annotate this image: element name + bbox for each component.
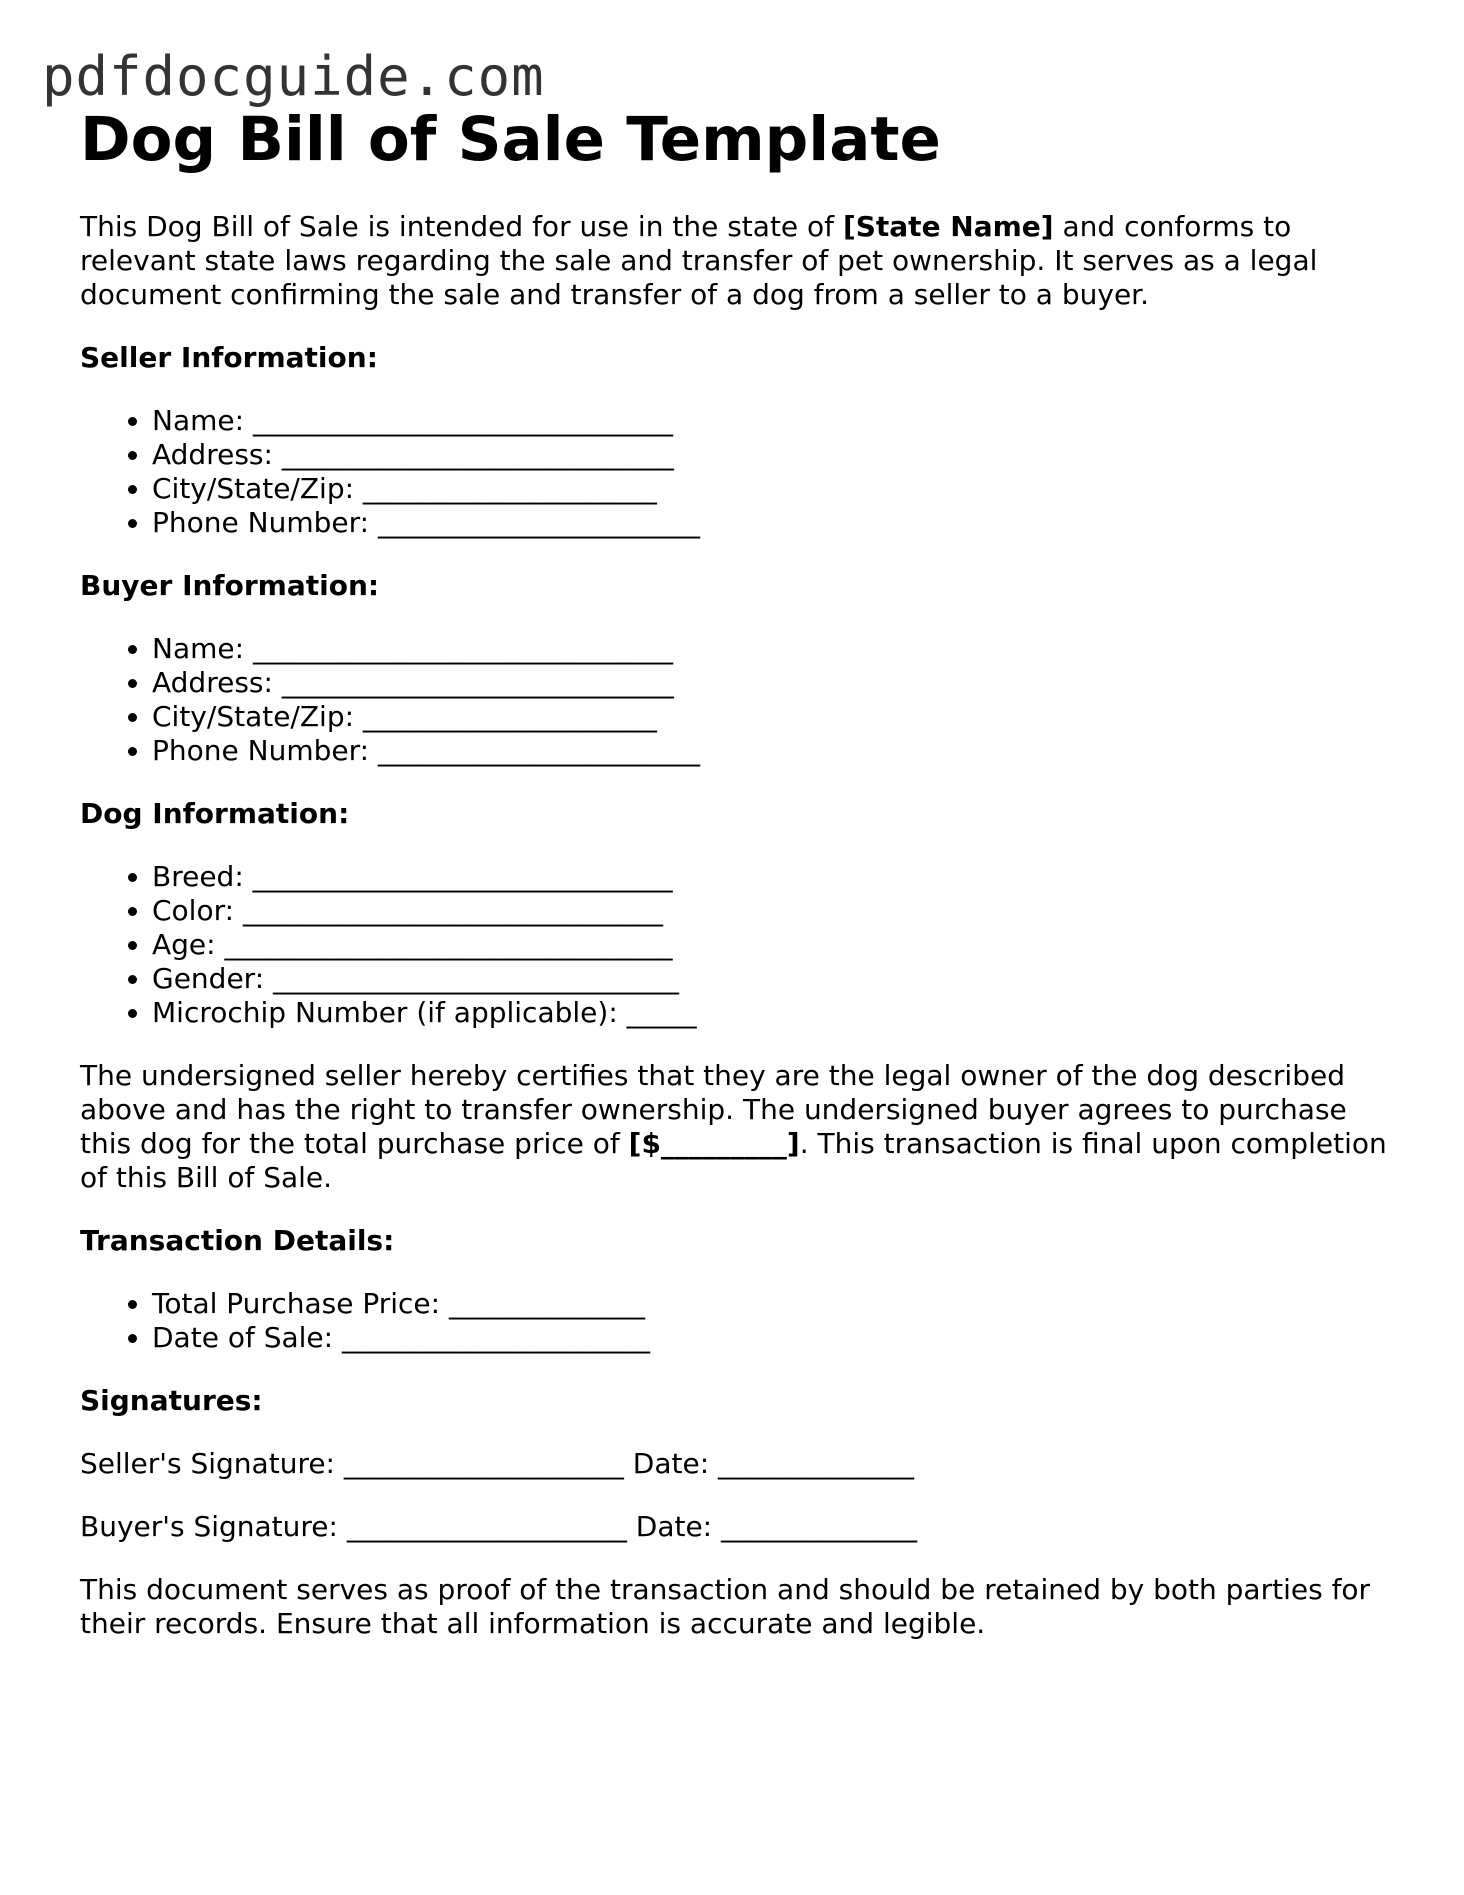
seller-city-state-zip-field: • City/State/Zip: _____________________ — [152, 472, 1400, 506]
dog-gender-field: • Gender: _____________________________ — [152, 962, 1400, 996]
buyer-signature-line: Buyer's Signature: ____________________ Date: ______________ — [80, 1510, 918, 1543]
seller-phone-field: • Phone Number: _______________________ — [152, 506, 1400, 540]
buyer-address-field: • Address: ____________________________ — [152, 666, 1400, 700]
certification-text-end: . This transaction is final upon completion of this Bill of Sale. — [80, 1127, 1387, 1194]
price-placeholder: [$_________] — [628, 1127, 800, 1160]
state-name-placeholder: [State Name] — [842, 210, 1054, 243]
buyer-city-state-zip-field: • City/State/Zip: _____________________ — [152, 700, 1400, 734]
seller-heading: Seller Information: — [80, 341, 378, 374]
transaction-fields — [80, 1287, 1400, 1355]
page-title: Dog Bill of Sale Template — [80, 104, 941, 175]
total-purchase-price-field: • Total Purchase Price: ______________ — [152, 1287, 1400, 1321]
intro-paragraph — [80, 210, 1400, 312]
buyer-name-field: • Name: ______________________________ — [152, 632, 1400, 666]
dog-breed-field: • Breed: ______________________________ — [152, 860, 1400, 894]
buyer-phone-field: • Phone Number: _______________________ — [152, 734, 1400, 768]
transaction-heading: Transaction Details: — [80, 1224, 395, 1257]
seller-address-field: • Address: ____________________________ — [152, 438, 1400, 472]
buyer-heading: Buyer Information: — [80, 569, 380, 602]
site-watermark: pdfdocguide.com — [42, 45, 545, 108]
closing-paragraph: This document serves as proof of the transaction and should be retained by both parties for their records. Ensure that all information is accurate and legible. — [80, 1573, 1371, 1640]
dog-fields — [80, 860, 1400, 1030]
document-page — [80, 100, 1400, 1641]
certification-text-start: The undersigned seller hereby certifies that they are the legal owner of the dog described above and has the right to transfer ownership. The undersigned buyer agrees to purchase this dog for the total purchase price of — [80, 1059, 1347, 1160]
dog-age-field: • Age: ________________________________ — [152, 928, 1400, 962]
seller-signature-line: Seller's Signature: ____________________ Date: ______________ — [80, 1447, 915, 1480]
seller-name-field: • Name: ______________________________ — [152, 404, 1400, 438]
certification-paragraph — [80, 1059, 1400, 1195]
intro-text-start: This Dog Bill of Sale is intended for use in the state of — [80, 210, 843, 243]
buyer-fields — [80, 632, 1400, 768]
date-of-sale-field: • Date of Sale: ______________________ — [152, 1321, 1400, 1355]
dog-color-field: • Color: ______________________________ — [152, 894, 1400, 928]
intro-text-end: and conforms to relevant state laws regarding the sale and transfer of pet ownership. It serves as a legal document confirming the sale and transfer of a dog from a seller to a buyer. — [80, 210, 1318, 311]
signatures-heading: Signatures: — [80, 1384, 263, 1417]
dog-heading: Dog Information: — [80, 797, 350, 830]
dog-microchip-field: • Microchip Number (if applicable): _____ — [152, 996, 1400, 1030]
seller-fields — [80, 404, 1400, 540]
